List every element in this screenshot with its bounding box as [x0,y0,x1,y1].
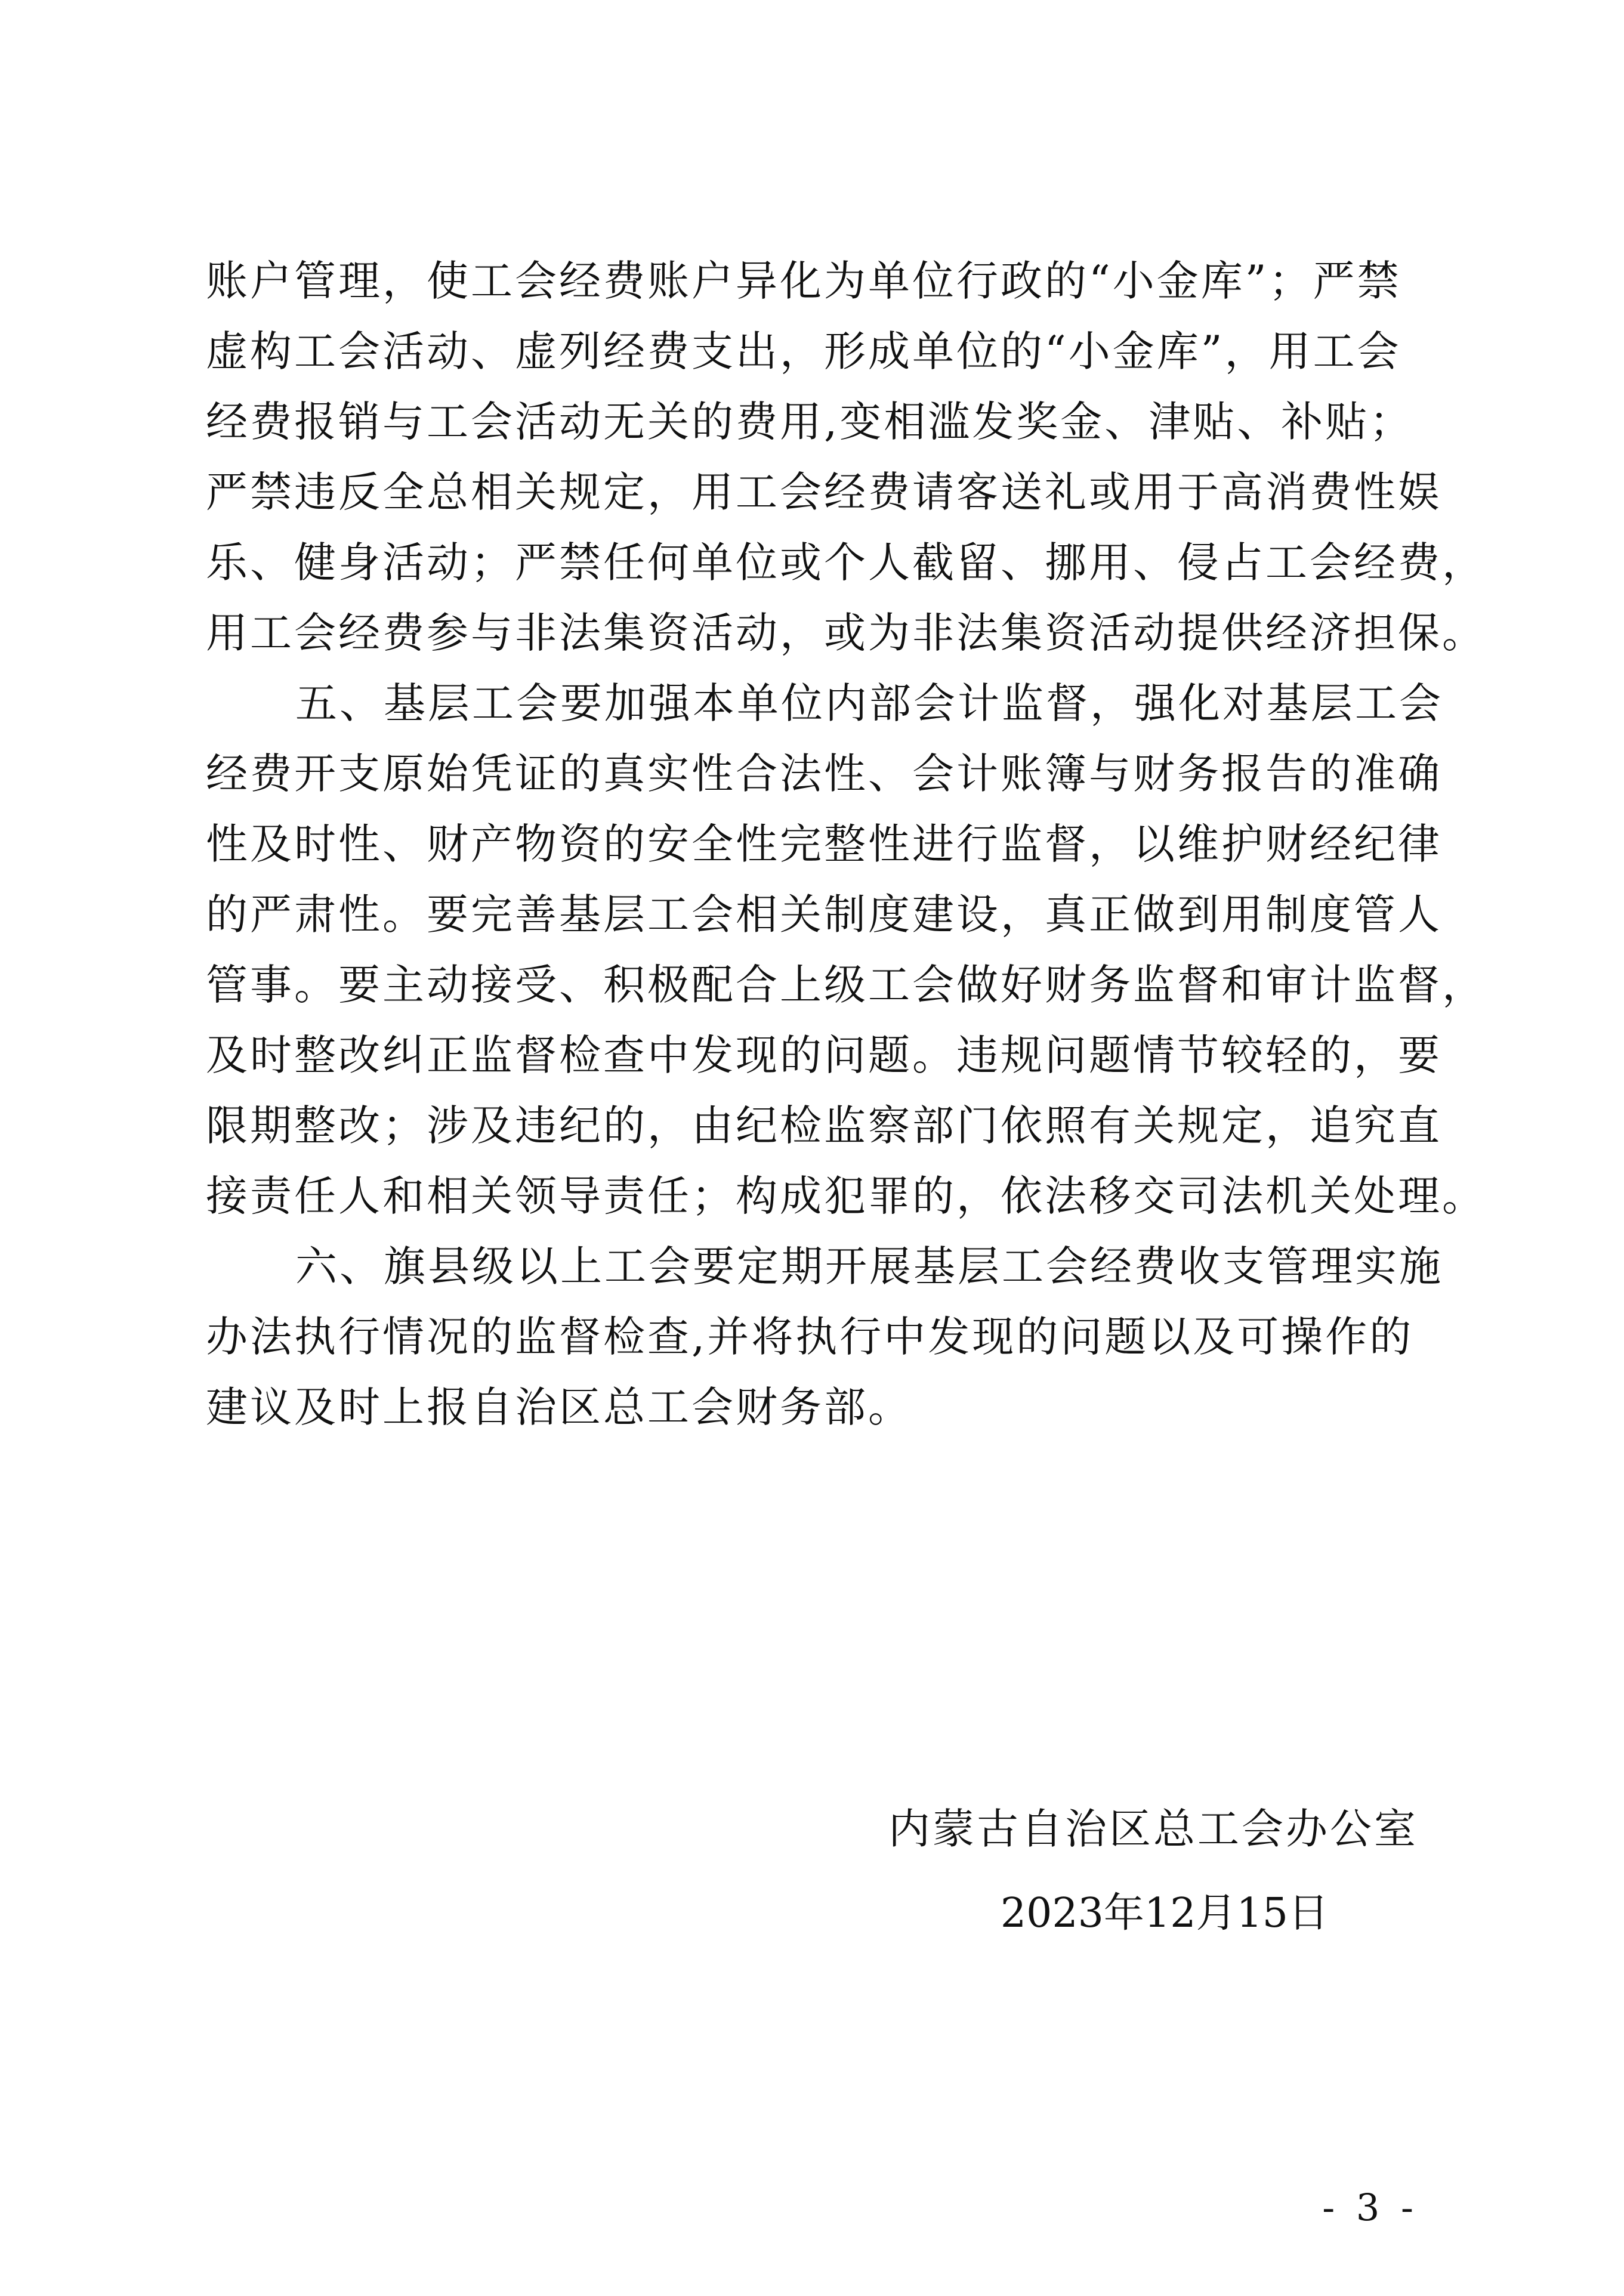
text-line: 的严肃性。要完善基层工会相关制度建设，真正做到用制度管人 [206,890,1442,939]
paragraph-first-line: 六、旗县级以上工会要定期开展基层工会经费收支管理实施 [295,1242,1443,1291]
paragraph-first-line: 五、基层工会要加强本单位内部会计监督，强化对基层工会 [295,679,1443,728]
text-line: 账户管理，使工会经费账户异化为单位行政的“小金库”；严禁 [206,257,1401,305]
text-line: 用工会经费参与非法集资活动，或为非法集资活动提供经济担保。 [206,608,1486,657]
text-line: 限期整改；涉及违纪的，由纪检监察部门依照有关规定，追究直 [206,1101,1442,1150]
text-line: 接责任人和相关领导责任；构成犯罪的，依法移交司法机关处理。 [206,1172,1486,1220]
text-line: 乐、健身活动；严禁任何单位或个人截留、挪用、侵占工会经费， [206,538,1486,587]
page-number: - 3 - [1322,2186,1418,2229]
text-line: 经费报销与工会活动无关的费用,变相滥发奖金、津贴、补贴； [206,397,1414,446]
text-line: 管事。要主动接受、积极配合上级工会做好财务监督和审计监督， [206,960,1486,1009]
issuer-signature: 内蒙古自治区总工会办公室 [888,1804,1418,1853]
text-line: 及时整改纠正监督检查中发现的问题。违规问题情节较轻的，要 [206,1031,1442,1080]
text-line: 办法执行情况的监督检查,并将执行中发现的问题以及可操作的 [206,1312,1414,1361]
text-line: 建议及时上报自治区总工会财务部。 [206,1383,912,1432]
issue-date: 2023年12月15日 [1000,1890,1329,1937]
text-line: 严禁违反全总相关规定，用工会经费请客送礼或用于高消费性娱 [206,468,1442,517]
document-body [206,246,1486,1442]
text-line: 虚构工会活动、虚列经费支出，形成单位的“小金库”，用工会 [206,327,1401,376]
text-line: 经费开支原始凭证的真实性合法性、会计账簿与财务报告的准确 [206,749,1442,798]
text-line: 性及时性、财产物资的安全性完整性进行监督，以维护财经纪律 [206,820,1442,869]
